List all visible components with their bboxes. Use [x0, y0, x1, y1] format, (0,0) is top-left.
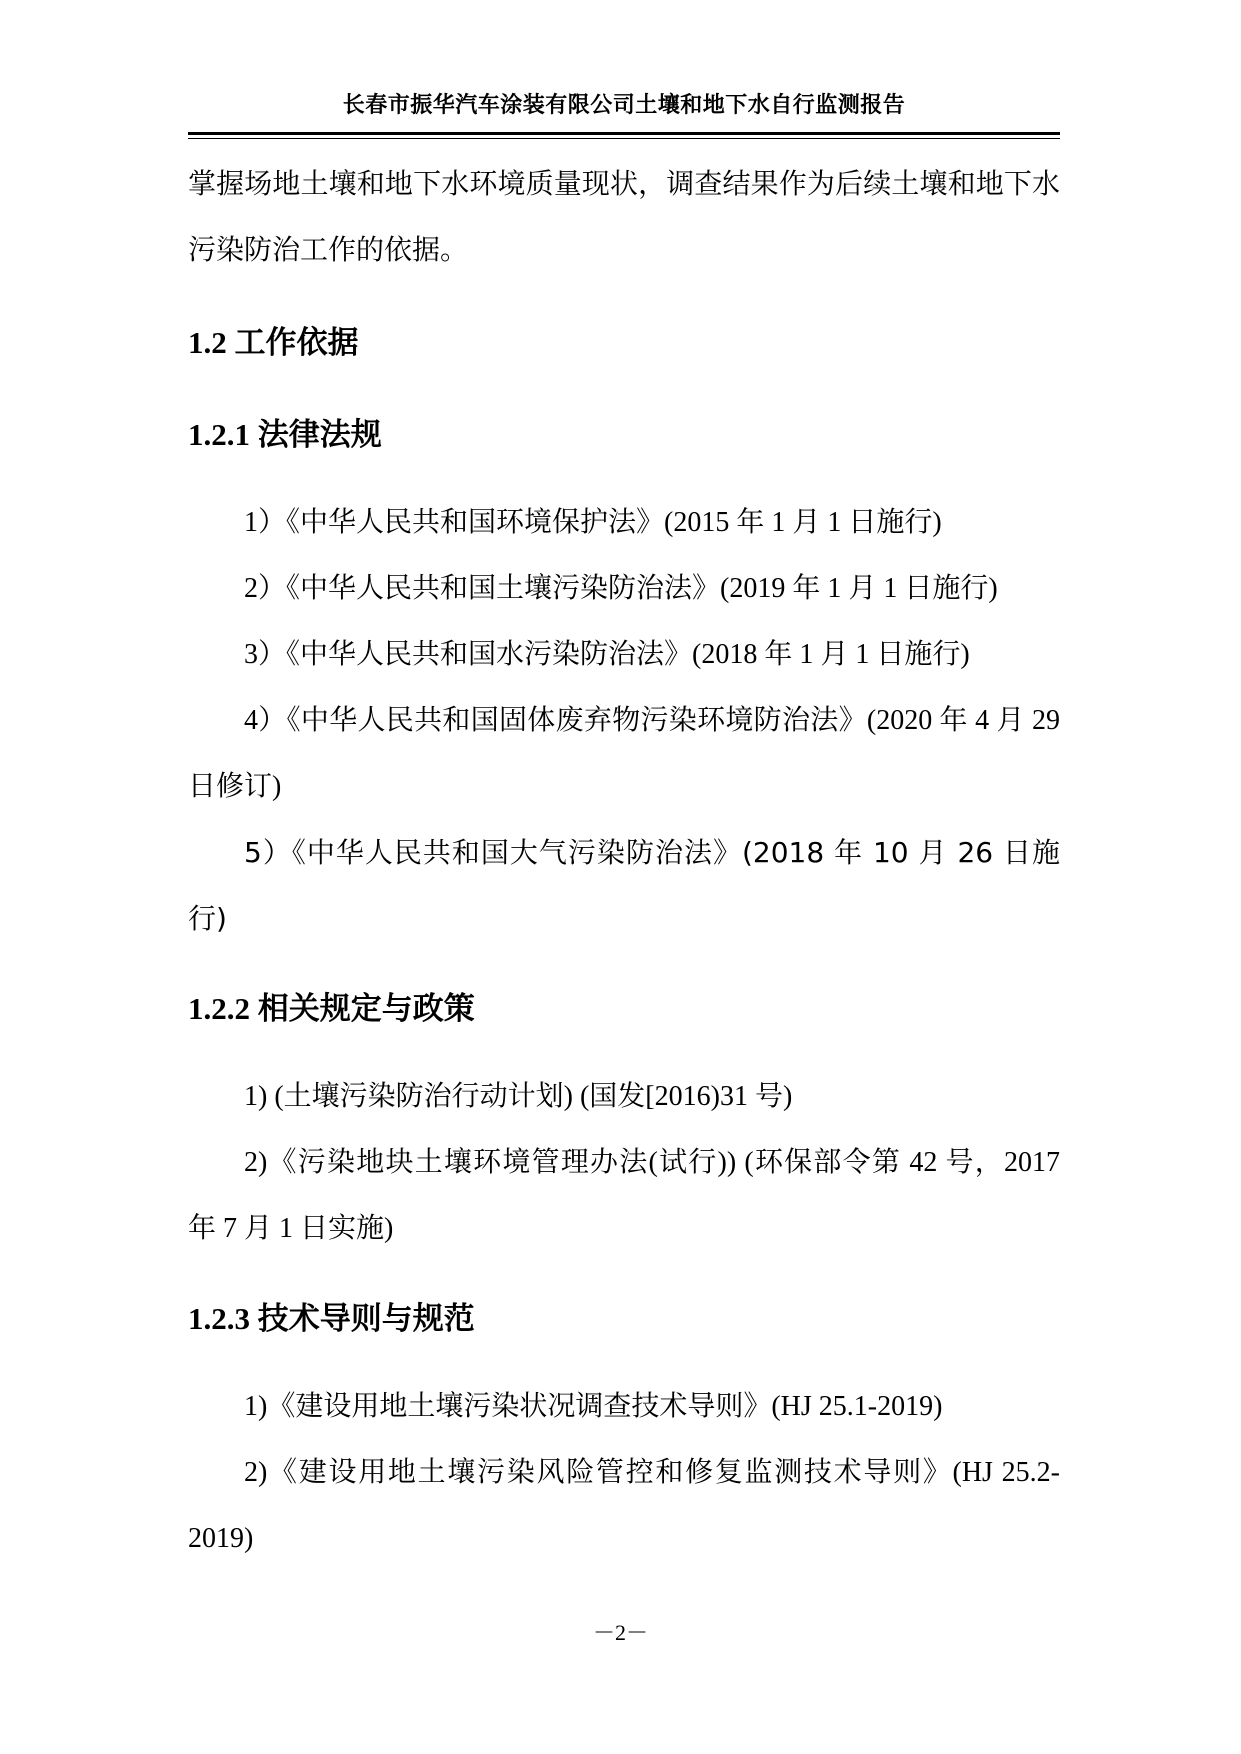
standard-item-1: 1)《建设用地土壤污染状况调查技术导则》(HJ 25.1-2019) — [244, 1391, 943, 1422]
section-1-2-1-heading: 1.2.1 法律法规 — [188, 417, 382, 452]
law-item-4: 4）《中华人民共和国固体废弃物污染环境防治法》(2020 年 4 月 29 日修订) — [188, 705, 1060, 802]
policy-item-2: 2)《污染地块土壤环境管理办法(试行)) (环保部令第 42 号，2017 年 7 月 1 日实施) — [188, 1147, 1060, 1244]
standard-item-2: 2)《建设用地土壤污染风险管控和修复监测技术导则》(HJ 25.2-2019) — [188, 1457, 1060, 1554]
section-1-2-heading: 1.2 工作依据 — [188, 325, 359, 360]
section-1-2-2-heading: 1.2.2 相关规定与政策 — [188, 991, 475, 1026]
law-item-3: 3）《中华人民共和国水污染防治法》(2018 年 1 月 1 日施行) — [244, 639, 970, 670]
header-rule-thick — [188, 132, 1060, 135]
section-1-2-3-heading: 1.2.3 技术导则与规范 — [188, 1301, 475, 1336]
intro-paragraph: 掌握场地土壤和地下水环境质量现状，调查结果作为后续土壤和地下水污染防治工作的依据。 — [188, 169, 1060, 266]
page-content — [188, 152, 1060, 1572]
running-header: 长春市振华汽车涂装有限公司土壤和地下水自行监测报告 — [342, 92, 906, 117]
policy-item-1: 1) (土壤污染防治行动计划) (国发[2016)31 号) — [244, 1081, 793, 1112]
page-number: －2－ — [592, 1620, 648, 1645]
law-item-1: 1）《中华人民共和国环境保护法》(2015 年 1 月 1 日施行) — [244, 507, 942, 538]
law-item-5: 5）《中华人民共和国大气污染防治法》(2018 年 10 月 26 日施行) — [188, 836, 1060, 935]
header-rule-thin — [188, 138, 1060, 139]
law-item-2: 2）《中华人民共和国土壤污染防治法》(2019 年 1 月 1 日施行) — [244, 573, 998, 604]
